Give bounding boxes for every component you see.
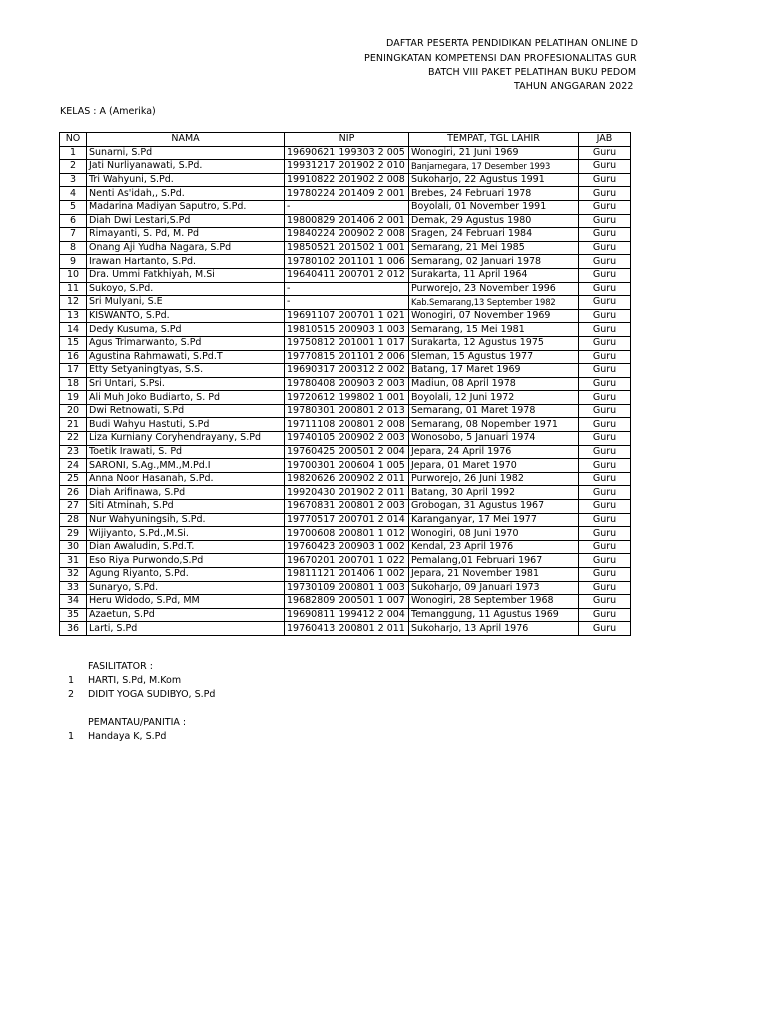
participant-job: Guru (579, 146, 631, 160)
birth-place-date: Jepara, 24 April 1976 (409, 445, 579, 459)
facilitator-name: DIDIT YOGA SUDIBYO, S.Pd (88, 689, 216, 700)
birth-place-date: Karanganyar, 17 Mei 1977 (409, 513, 579, 527)
row-number: 33 (60, 581, 87, 595)
row-number: 13 (60, 309, 87, 323)
participant-name: Agus Trimarwanto, S.Pd (87, 336, 285, 350)
birth-place-date: Banjarnegara, 17 Desember 1993 (409, 160, 579, 174)
row-number: 36 (60, 622, 87, 636)
row-number: 32 (60, 568, 87, 582)
participant-nip: 19720612 199802 1 001 (285, 391, 409, 405)
monitor-number: 1 (68, 731, 75, 742)
participant-nip: 19780102 201101 1 006 (285, 255, 409, 269)
birth-place-date: Wonogiri, 21 Juni 1969 (409, 146, 579, 160)
row-number: 17 (60, 364, 87, 378)
table-row (60, 377, 631, 391)
participant-nip: - (285, 200, 409, 214)
participant-nip: - (285, 296, 409, 310)
table-row (60, 160, 631, 174)
participant-nip: 19910822 201902 2 008 (285, 173, 409, 187)
column-header-no: NO (60, 133, 87, 147)
birth-place-date: Wonogiri, 07 November 1969 (409, 309, 579, 323)
row-number: 1 (60, 146, 87, 160)
table-row (60, 255, 631, 269)
participant-name: Anna Noor Hasanah, S.Pd. (87, 472, 285, 486)
participant-job: Guru (579, 187, 631, 201)
table-row (60, 595, 631, 609)
birth-place-date: Sukoharjo, 09 Januari 1973 (409, 581, 579, 595)
birth-place-date: Sukoharjo, 22 Agustus 1991 (409, 173, 579, 187)
participant-name: Dwi Retnowati, S.Pd (87, 404, 285, 418)
birth-place-date: Batang, 17 Maret 1969 (409, 364, 579, 378)
participant-nip: 19920430 201902 2 011 (285, 486, 409, 500)
table-row (60, 513, 631, 527)
birth-place-date: Purworejo, 26 Juni 1982 (409, 472, 579, 486)
birth-place-date: Jepara, 21 November 1981 (409, 568, 579, 582)
column-header-name: NAMA (87, 133, 285, 147)
row-number: 16 (60, 350, 87, 364)
participant-name: SARONI, S.Ag.,MM.,M.Pd.I (87, 459, 285, 473)
participant-name: Dra. Ummi Fatkhiyah, M.Si (87, 268, 285, 282)
participant-job: Guru (579, 282, 631, 296)
participant-job: Guru (579, 622, 631, 636)
row-number: 20 (60, 404, 87, 418)
table-row (60, 459, 631, 473)
row-number: 10 (60, 268, 87, 282)
table-row (60, 608, 631, 622)
participant-name: Diah Arifinawa, S.Pd (87, 486, 285, 500)
participant-job: Guru (579, 445, 631, 459)
table-row (60, 622, 631, 636)
birth-place-date: Wonogiri, 08 Juni 1970 (409, 527, 579, 541)
table-row (60, 391, 631, 405)
participant-job: Guru (579, 309, 631, 323)
participant-name: Irawan Hartanto, S.Pd. (87, 255, 285, 269)
table-header-row (60, 133, 631, 147)
participant-job: Guru (579, 513, 631, 527)
participant-job: Guru (579, 418, 631, 432)
birth-place-date: Brebes, 24 Februari 1978 (409, 187, 579, 201)
participant-name: Rimayanti, S. Pd, M. Pd (87, 228, 285, 242)
participant-nip: 19670831 200801 2 003 (285, 500, 409, 514)
participant-nip: 19780224 201409 2 001 (285, 187, 409, 201)
monitor-name: Handaya K, S.Pd (88, 731, 167, 742)
row-number: 22 (60, 432, 87, 446)
table-row (60, 364, 631, 378)
participant-name: Larti, S.Pd (87, 622, 285, 636)
participant-nip: 19820626 200902 2 011 (285, 472, 409, 486)
participant-name: Ali Muh Joko Budiarto, S. Pd (87, 391, 285, 405)
participant-name: Dian Awaludin, S.Pd.T. (87, 540, 285, 554)
row-number: 30 (60, 540, 87, 554)
header-line-3: BATCH VIII PAKET PELATIHAN BUKU PEDOM (428, 67, 637, 78)
row-number: 34 (60, 595, 87, 609)
participant-name: Onang Aji Yudha Nagara, S.Pd (87, 241, 285, 255)
birth-place-date: Semarang, 08 Nopember 1971 (409, 418, 579, 432)
row-number: 3 (60, 173, 87, 187)
participant-name: KISWANTO, S.Pd. (87, 309, 285, 323)
header-line-1: DAFTAR PESERTA PENDIDIKAN PELATIHAN ONLINE D (386, 38, 639, 49)
birth-place-date: Kendal, 23 April 1976 (409, 540, 579, 554)
table-row (60, 540, 631, 554)
participant-job: Guru (579, 268, 631, 282)
table-row (60, 350, 631, 364)
birth-place-date: Sukoharjo, 13 April 1976 (409, 622, 579, 636)
birth-place-date: Surakarta, 12 Agustus 1975 (409, 336, 579, 350)
participant-job: Guru (579, 595, 631, 609)
column-header-job: JAB (579, 133, 631, 147)
participant-nip: 19690317 200312 2 002 (285, 364, 409, 378)
row-number: 26 (60, 486, 87, 500)
participant-name: Tri Wahyuni, S.Pd. (87, 173, 285, 187)
birth-place-date: Wonogiri, 28 September 1968 (409, 595, 579, 609)
participant-job: Guru (579, 377, 631, 391)
participant-name: Eso Riya Purwondo,S.Pd (87, 554, 285, 568)
participant-nip: 19780408 200903 2 003 (285, 377, 409, 391)
birth-place-date: Wonosobo, 5 Januari 1974 (409, 432, 579, 446)
column-header-birth: TEMPAT, TGL LAHIR (409, 133, 579, 147)
row-number: 12 (60, 296, 87, 310)
participant-nip: 19711108 200801 2 008 (285, 418, 409, 432)
table-row (60, 486, 631, 500)
row-number: 6 (60, 214, 87, 228)
participant-nip: - (285, 282, 409, 296)
facilitator-title: FASILITATOR : (88, 661, 153, 672)
participant-job: Guru (579, 173, 631, 187)
row-number: 31 (60, 554, 87, 568)
participant-name: Dedy Kusuma, S.Pd (87, 323, 285, 337)
row-number: 23 (60, 445, 87, 459)
table-row (60, 445, 631, 459)
participant-job: Guru (579, 364, 631, 378)
facilitator-number: 2 (68, 689, 75, 700)
class-label: KELAS : A (Amerika) (60, 106, 156, 117)
participant-name: Liza Kurniany Coryhendrayany, S.Pd (87, 432, 285, 446)
participant-name: Agung Riyanto, S.Pd. (87, 568, 285, 582)
participant-job: Guru (579, 228, 631, 242)
table-row (60, 554, 631, 568)
birth-place-date: Purworejo, 23 November 1996 (409, 282, 579, 296)
participant-nip: 19700301 200604 1 005 (285, 459, 409, 473)
participant-nip: 19682809 200501 1 007 (285, 595, 409, 609)
table-row (60, 241, 631, 255)
participant-name: Budi Wahyu Hastuti, S.Pd (87, 418, 285, 432)
participant-nip: 19670201 200701 1 022 (285, 554, 409, 568)
participant-nip: 19931217 201902 2 010 (285, 160, 409, 174)
birth-place-date: Kab.Semarang,13 September 1982 (409, 296, 579, 310)
participant-nip: 19760413 200801 2 011 (285, 622, 409, 636)
table-row (60, 228, 631, 242)
table-row (60, 268, 631, 282)
birth-place-date: Madiun, 08 April 1978 (409, 377, 579, 391)
table-row (60, 187, 631, 201)
row-number: 21 (60, 418, 87, 432)
participant-name: Etty Setyaningtyas, S.S. (87, 364, 285, 378)
participant-job: Guru (579, 200, 631, 214)
table-row (60, 323, 631, 337)
participant-job: Guru (579, 336, 631, 350)
participant-job: Guru (579, 554, 631, 568)
row-number: 5 (60, 200, 87, 214)
participant-name: Sunarni, S.Pd (87, 146, 285, 160)
participant-job: Guru (579, 432, 631, 446)
row-number: 19 (60, 391, 87, 405)
row-number: 27 (60, 500, 87, 514)
row-number: 35 (60, 608, 87, 622)
participant-nip: 19760423 200903 1 002 (285, 540, 409, 554)
monitor-title: PEMANTAU/PANITIA : (88, 717, 187, 728)
participant-nip: 19840224 200902 2 008 (285, 228, 409, 242)
row-number: 9 (60, 255, 87, 269)
birth-place-date: Semarang, 01 Maret 1978 (409, 404, 579, 418)
participant-name: Agustina Rahmawati, S.Pd.T (87, 350, 285, 364)
birth-place-date: Semarang, 02 Januari 1978 (409, 255, 579, 269)
table-row (60, 418, 631, 432)
row-number: 28 (60, 513, 87, 527)
table-row (60, 296, 631, 310)
table-row (60, 500, 631, 514)
table-row (60, 214, 631, 228)
birth-place-date: Semarang, 15 Mei 1981 (409, 323, 579, 337)
table-row (60, 527, 631, 541)
column-header-nip: NIP (285, 133, 409, 147)
participant-name: Sri Untari, S.Psi. (87, 377, 285, 391)
participant-job: Guru (579, 472, 631, 486)
participant-job: Guru (579, 500, 631, 514)
table-row (60, 173, 631, 187)
table-row (60, 472, 631, 486)
participant-nip: 19690621 199303 2 005 (285, 146, 409, 160)
participant-job: Guru (579, 608, 631, 622)
table-row (60, 146, 631, 160)
participant-name: Heru Widodo, S.Pd, MM (87, 595, 285, 609)
row-number: 14 (60, 323, 87, 337)
participant-table (59, 132, 631, 636)
table-row (60, 282, 631, 296)
birth-place-date: Demak, 29 Agustus 1980 (409, 214, 579, 228)
participant-name: Toetik Irawati, S. Pd (87, 445, 285, 459)
participant-name: Sunaryo, S.Pd. (87, 581, 285, 595)
birth-place-date: Pemalang,01 Februari 1967 (409, 554, 579, 568)
participant-nip: 19850521 201502 1 001 (285, 241, 409, 255)
table-row (60, 581, 631, 595)
participant-nip: 19700608 200801 1 012 (285, 527, 409, 541)
header-line-4: TAHUN ANGGARAN 2022 (514, 81, 634, 92)
facilitator-number: 1 (68, 675, 75, 686)
participant-job: Guru (579, 540, 631, 554)
row-number: 8 (60, 241, 87, 255)
participant-nip: 19750812 201001 1 017 (285, 336, 409, 350)
participant-nip: 19770517 200701 2 014 (285, 513, 409, 527)
participant-nip: 19780301 200801 2 013 (285, 404, 409, 418)
table-row (60, 404, 631, 418)
table-row (60, 432, 631, 446)
birth-place-date: Jepara, 01 Maret 1970 (409, 459, 579, 473)
row-number: 11 (60, 282, 87, 296)
birth-place-date: Batang, 30 April 1992 (409, 486, 579, 500)
participant-job: Guru (579, 241, 631, 255)
row-number: 18 (60, 377, 87, 391)
participant-name: Nenti As'idah,, S.Pd. (87, 187, 285, 201)
table-row (60, 200, 631, 214)
row-number: 15 (60, 336, 87, 350)
participant-job: Guru (579, 581, 631, 595)
participant-nip: 19740105 200902 2 003 (285, 432, 409, 446)
participant-job: Guru (579, 255, 631, 269)
row-number: 7 (60, 228, 87, 242)
birth-place-date: Temanggung, 11 Agustus 1969 (409, 608, 579, 622)
row-number: 24 (60, 459, 87, 473)
row-number: 25 (60, 472, 87, 486)
participant-name: Diah Dwi Lestari,S.Pd (87, 214, 285, 228)
participant-nip: 19810515 200903 1 003 (285, 323, 409, 337)
participant-nip: 19800829 201406 2 001 (285, 214, 409, 228)
participant-nip: 19690811 199412 2 004 (285, 608, 409, 622)
header-line-2: PENINGKATAN KOMPETENSI DAN PROFESIONALITAS GUR (364, 53, 637, 64)
birth-place-date: Sragen, 24 Februari 1984 (409, 228, 579, 242)
participant-job: Guru (579, 459, 631, 473)
row-number: 4 (60, 187, 87, 201)
participant-job: Guru (579, 323, 631, 337)
participant-job: Guru (579, 296, 631, 310)
participant-nip: 19760425 200501 2 004 (285, 445, 409, 459)
participant-name: Wijiyanto, S.Pd.,M.Si. (87, 527, 285, 541)
participant-name: Siti Atminah, S.Pd (87, 500, 285, 514)
participant-nip: 19640411 200701 2 012 (285, 268, 409, 282)
participant-nip: 19770815 201101 2 006 (285, 350, 409, 364)
participant-name: Nur Wahyuningsih, S.Pd. (87, 513, 285, 527)
facilitator-name: HARTI, S.Pd, M.Kom (88, 675, 182, 686)
participant-nip: 19811121 201406 1 002 (285, 568, 409, 582)
participant-job: Guru (579, 404, 631, 418)
birth-place-date: Boyolali, 01 November 1991 (409, 200, 579, 214)
participant-job: Guru (579, 391, 631, 405)
participant-name: Sri Mulyani, S.E (87, 296, 285, 310)
participant-job: Guru (579, 527, 631, 541)
birth-place-date: Sleman, 15 Agustus 1977 (409, 350, 579, 364)
row-number: 29 (60, 527, 87, 541)
birth-place-date: Grobogan, 31 Agustus 1967 (409, 500, 579, 514)
participant-name: Sukoyo, S.Pd. (87, 282, 285, 296)
birth-place-date: Surakarta, 11 April 1964 (409, 268, 579, 282)
participant-job: Guru (579, 568, 631, 582)
table-row (60, 568, 631, 582)
participant-job: Guru (579, 486, 631, 500)
row-number: 2 (60, 160, 87, 174)
table-body (60, 146, 631, 635)
participant-nip: 19691107 200701 1 021 (285, 309, 409, 323)
participant-name: Jati Nurliyanawati, S.Pd. (87, 160, 285, 174)
birth-place-date: Boyolali, 12 Juni 1972 (409, 391, 579, 405)
table-row (60, 309, 631, 323)
participant-name: Madarina Madiyan Saputro, S.Pd. (87, 200, 285, 214)
participant-nip: 19730109 200801 1 003 (285, 581, 409, 595)
participant-job: Guru (579, 350, 631, 364)
participant-name: Azaetun, S.Pd (87, 608, 285, 622)
participant-job: Guru (579, 214, 631, 228)
participant-job: Guru (579, 160, 631, 174)
birth-place-date: Semarang, 21 Mei 1985 (409, 241, 579, 255)
table-row (60, 336, 631, 350)
